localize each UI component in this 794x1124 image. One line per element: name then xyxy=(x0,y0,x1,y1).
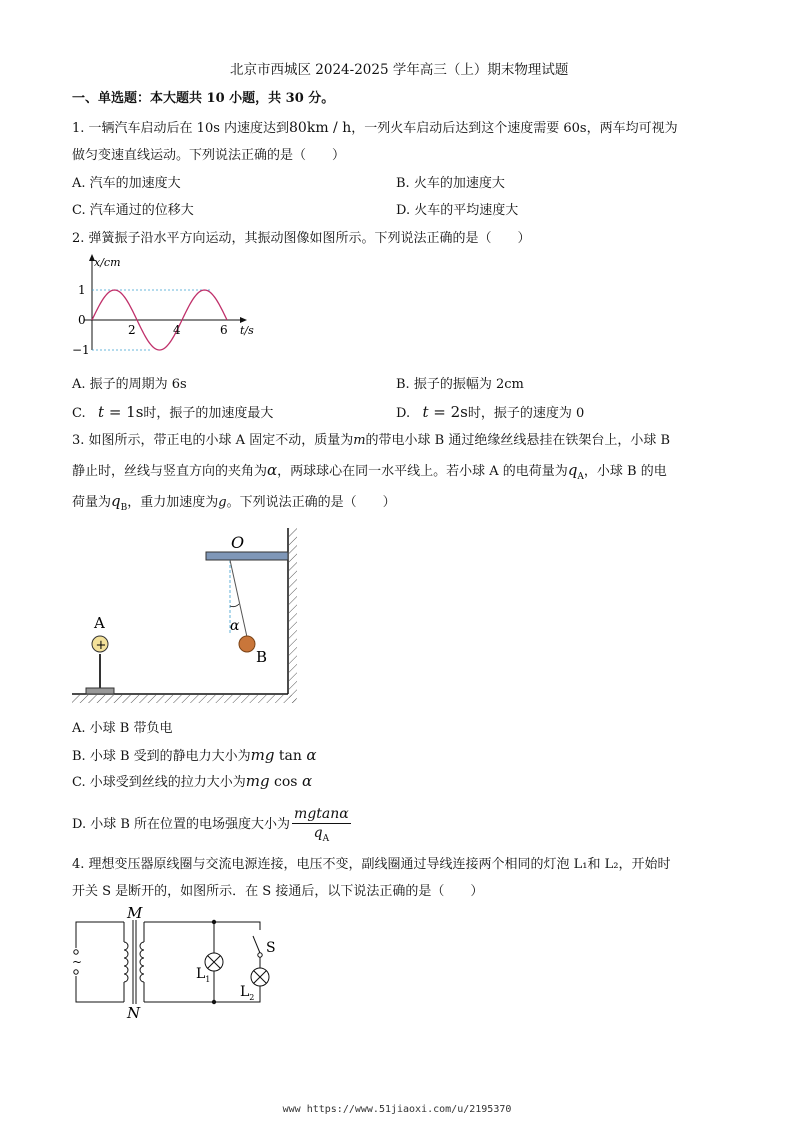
q1-line2: 做匀变速直线运动。下列说法正确的是（ ） xyxy=(72,148,346,163)
q1-text-b: ，一列火车启动后达到这个速度需要 60s，两车均可视为 xyxy=(351,121,678,136)
q3-line2 xyxy=(72,461,667,482)
q3-option-d-den-var: q xyxy=(313,825,323,841)
q3-alpha: α xyxy=(267,461,278,479)
q3-qa-sub: A xyxy=(577,472,584,482)
q3-text-3b: ，重力加速度为 xyxy=(127,495,219,510)
secondary-coil xyxy=(140,942,144,982)
ball-b xyxy=(239,636,255,652)
angle-arc xyxy=(230,604,239,607)
q3-text-3c: 。下列说法正确的是（ ） xyxy=(226,495,396,510)
q3-option-c-text: C. 小球受到丝线的拉力大小为 xyxy=(72,775,246,790)
q3-text-3a: 荷量为 xyxy=(72,495,112,510)
y-axis-label: x/cm xyxy=(94,256,121,269)
lamp-l2-label: $L_2$ xyxy=(240,984,255,1002)
q1-line1 xyxy=(72,119,678,138)
ball-a-label: A xyxy=(94,614,105,632)
switch-contact xyxy=(258,953,262,957)
q3-option-d-denominator xyxy=(292,824,351,844)
q3-g-var: g xyxy=(218,495,227,510)
stand-base xyxy=(86,688,114,694)
q3-text-1: 3. 如图所示，带正电的小球 A 固定不动，质量为 xyxy=(72,433,354,448)
ground-hatch xyxy=(72,695,296,703)
q3-qb-var: q xyxy=(111,492,121,510)
q3-text-2b: ，两球球心在同一水平线上。若小球 A 的电荷量为 xyxy=(277,464,568,479)
q2-option-c-text: 时，振子的加速度最大 xyxy=(143,406,274,421)
junction-bottom xyxy=(212,1000,216,1004)
q2-option-d-var: t xyxy=(422,403,429,421)
q3-text-1b: 的带电小球 B 通过绝缘丝线悬挂在铁架台上，小球 B xyxy=(365,433,671,448)
junction-top xyxy=(212,920,216,924)
q2-option-d-letter: D. xyxy=(396,406,411,421)
q3-line3 xyxy=(72,492,396,513)
q3-option-b-text: B. 小球 B 受到的静电力大小为 xyxy=(72,749,251,764)
q2-stem: 2. 弹簧振子沿水平方向运动，其振动图像如图所示。下列说法正确的是（ ） xyxy=(72,231,531,246)
q3-option-b-var: mg xyxy=(250,746,275,764)
wall-hatch xyxy=(289,528,297,703)
q3-option-c-fn: cos xyxy=(269,774,302,790)
ac-source-symbol: ~ xyxy=(72,955,83,969)
y-tick-1: 1 xyxy=(78,283,86,297)
q3-text-2c: ，小球 B 的电 xyxy=(583,464,667,479)
q2-option-c-var: t xyxy=(98,403,105,421)
page-title: 北京市西城区 2024-2025 学年高三（上）期末物理试题 xyxy=(230,62,569,78)
transformer-label-n: N xyxy=(127,1004,141,1022)
primary-wire xyxy=(76,922,124,1002)
primary-coil xyxy=(124,942,128,982)
q4-line2: 开关 S 是断开的，如图所示．在 S 接通后，以下说法正确的是（ ） xyxy=(72,884,484,899)
q3-option-a: A. 小球 B 带负电 xyxy=(72,721,173,736)
q3-mass-var: m xyxy=(353,433,366,448)
q3-option-d-den-sub: A xyxy=(322,834,330,844)
ac-terminal-bottom xyxy=(74,970,78,974)
q3-option-c-var: mg xyxy=(245,772,270,790)
ball-a-charge: + xyxy=(95,638,107,653)
section-heading: 一、单选题：本大题共 10 小题，共 30 分。 xyxy=(72,91,335,106)
q3-figure xyxy=(72,524,312,714)
q4-transformer-circuit xyxy=(72,906,292,1022)
pivot-label: O xyxy=(231,533,245,552)
q2-option-b: B. 振子的振幅为 2cm xyxy=(396,377,524,392)
x-tick-4: 4 xyxy=(173,323,181,337)
q3-option-b-alpha: α xyxy=(306,746,317,764)
x-tick-2: 2 xyxy=(128,323,136,337)
q2-option-c xyxy=(72,403,273,423)
q2-option-a: A. 振子的周期为 6s xyxy=(72,377,187,392)
q2-option-d-text: 时，振子的速度为 0 xyxy=(467,406,585,421)
footer-watermark: www https://www.51jiaoxi.com/u/2195370 xyxy=(282,1104,512,1115)
q3-qb-sub: B xyxy=(120,503,128,513)
q1-text-a: 1. 一辆汽车启动后在 10s 内速度达到 xyxy=(72,121,290,136)
q1-speed: 80km / h xyxy=(289,120,352,136)
x-tick-6: 6 xyxy=(220,323,228,337)
q4-line1: 4. 理想变压器原线圈与交流电源连接，电压不变，副线圈通过导线连接两个相同的灯泡 L₁和 L₂，开始时 xyxy=(72,857,671,872)
y-tick-neg1: −1 xyxy=(72,343,90,357)
q2-option-d-eq: = 2s xyxy=(428,403,468,421)
q3-option-d-text: D. 小球 B 所在位置的电场强度大小为 xyxy=(72,817,291,832)
switch-label: S xyxy=(266,940,276,956)
q3-option-b xyxy=(72,746,317,766)
q3-qa-var: q xyxy=(567,461,578,479)
ac-terminal-top xyxy=(74,950,78,954)
q3-option-d-numerator: mgtanα xyxy=(294,806,349,822)
y-tick-0: 0 xyxy=(78,313,86,327)
q1-option-a: A. 汽车的加速度大 xyxy=(72,176,181,191)
q1-option-d: D. 火车的平均速度大 xyxy=(396,203,519,218)
q1-option-b: B. 火车的加速度大 xyxy=(396,176,505,191)
x-axis-arrow xyxy=(240,317,247,323)
q3-option-b-fn: tan xyxy=(274,748,307,764)
q3-option-c-alpha: α xyxy=(301,772,313,790)
q2-option-c-eq: = 1s xyxy=(104,403,144,421)
q3-text-2a: 静止时，丝线与竖直方向的夹角为 xyxy=(72,464,268,479)
q3-line1 xyxy=(72,432,670,450)
support-bar xyxy=(206,552,288,560)
q2-option-c-letter: C. xyxy=(72,406,86,421)
angle-label: α xyxy=(230,618,240,634)
q3-option-d-fraction xyxy=(292,805,351,844)
q3-option-d xyxy=(72,805,351,844)
lamp-l1-label: $L_1$ xyxy=(196,966,211,984)
vibration-graph xyxy=(72,252,272,362)
transformer-label-m: M xyxy=(127,904,143,922)
q3-option-c xyxy=(72,772,312,792)
ball-b-label: B xyxy=(256,648,268,666)
q1-option-c: C. 汽车通过的位移大 xyxy=(72,203,194,218)
x-axis-label: t/s xyxy=(240,324,254,337)
q2-option-d xyxy=(396,403,584,423)
